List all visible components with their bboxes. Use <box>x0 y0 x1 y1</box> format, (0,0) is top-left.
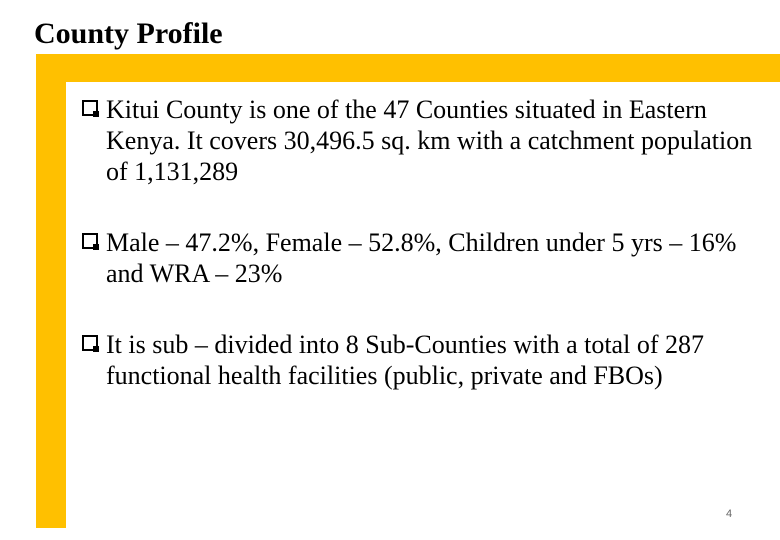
square-bullet-icon <box>82 335 98 351</box>
bullet-text: It is sub – divided into 8 Sub-Counties with a total of 287 functional health facilities (public, private and FBOs) <box>106 330 704 390</box>
accent-bar-left <box>36 54 66 528</box>
bullet-item <box>82 329 762 391</box>
bullet-text: Kitui County is one of the 47 Counties situated in Eastern Kenya. It covers 30,496.5 sq. km with a catchment population of 1,131,289 <box>106 95 753 186</box>
bullet-text: Male – 47.2%, Female – 52.8%, Children under 5 yrs – 16% and WRA – 23% <box>106 228 737 288</box>
bullet-list <box>82 94 762 391</box>
square-bullet-icon <box>82 100 98 116</box>
slide-title: County Profile <box>34 17 223 50</box>
accent-bar-top <box>36 54 780 82</box>
square-bullet-icon <box>82 233 98 249</box>
page-number: 4 <box>726 508 733 520</box>
bullet-item <box>82 227 762 289</box>
bullet-item <box>82 94 762 187</box>
